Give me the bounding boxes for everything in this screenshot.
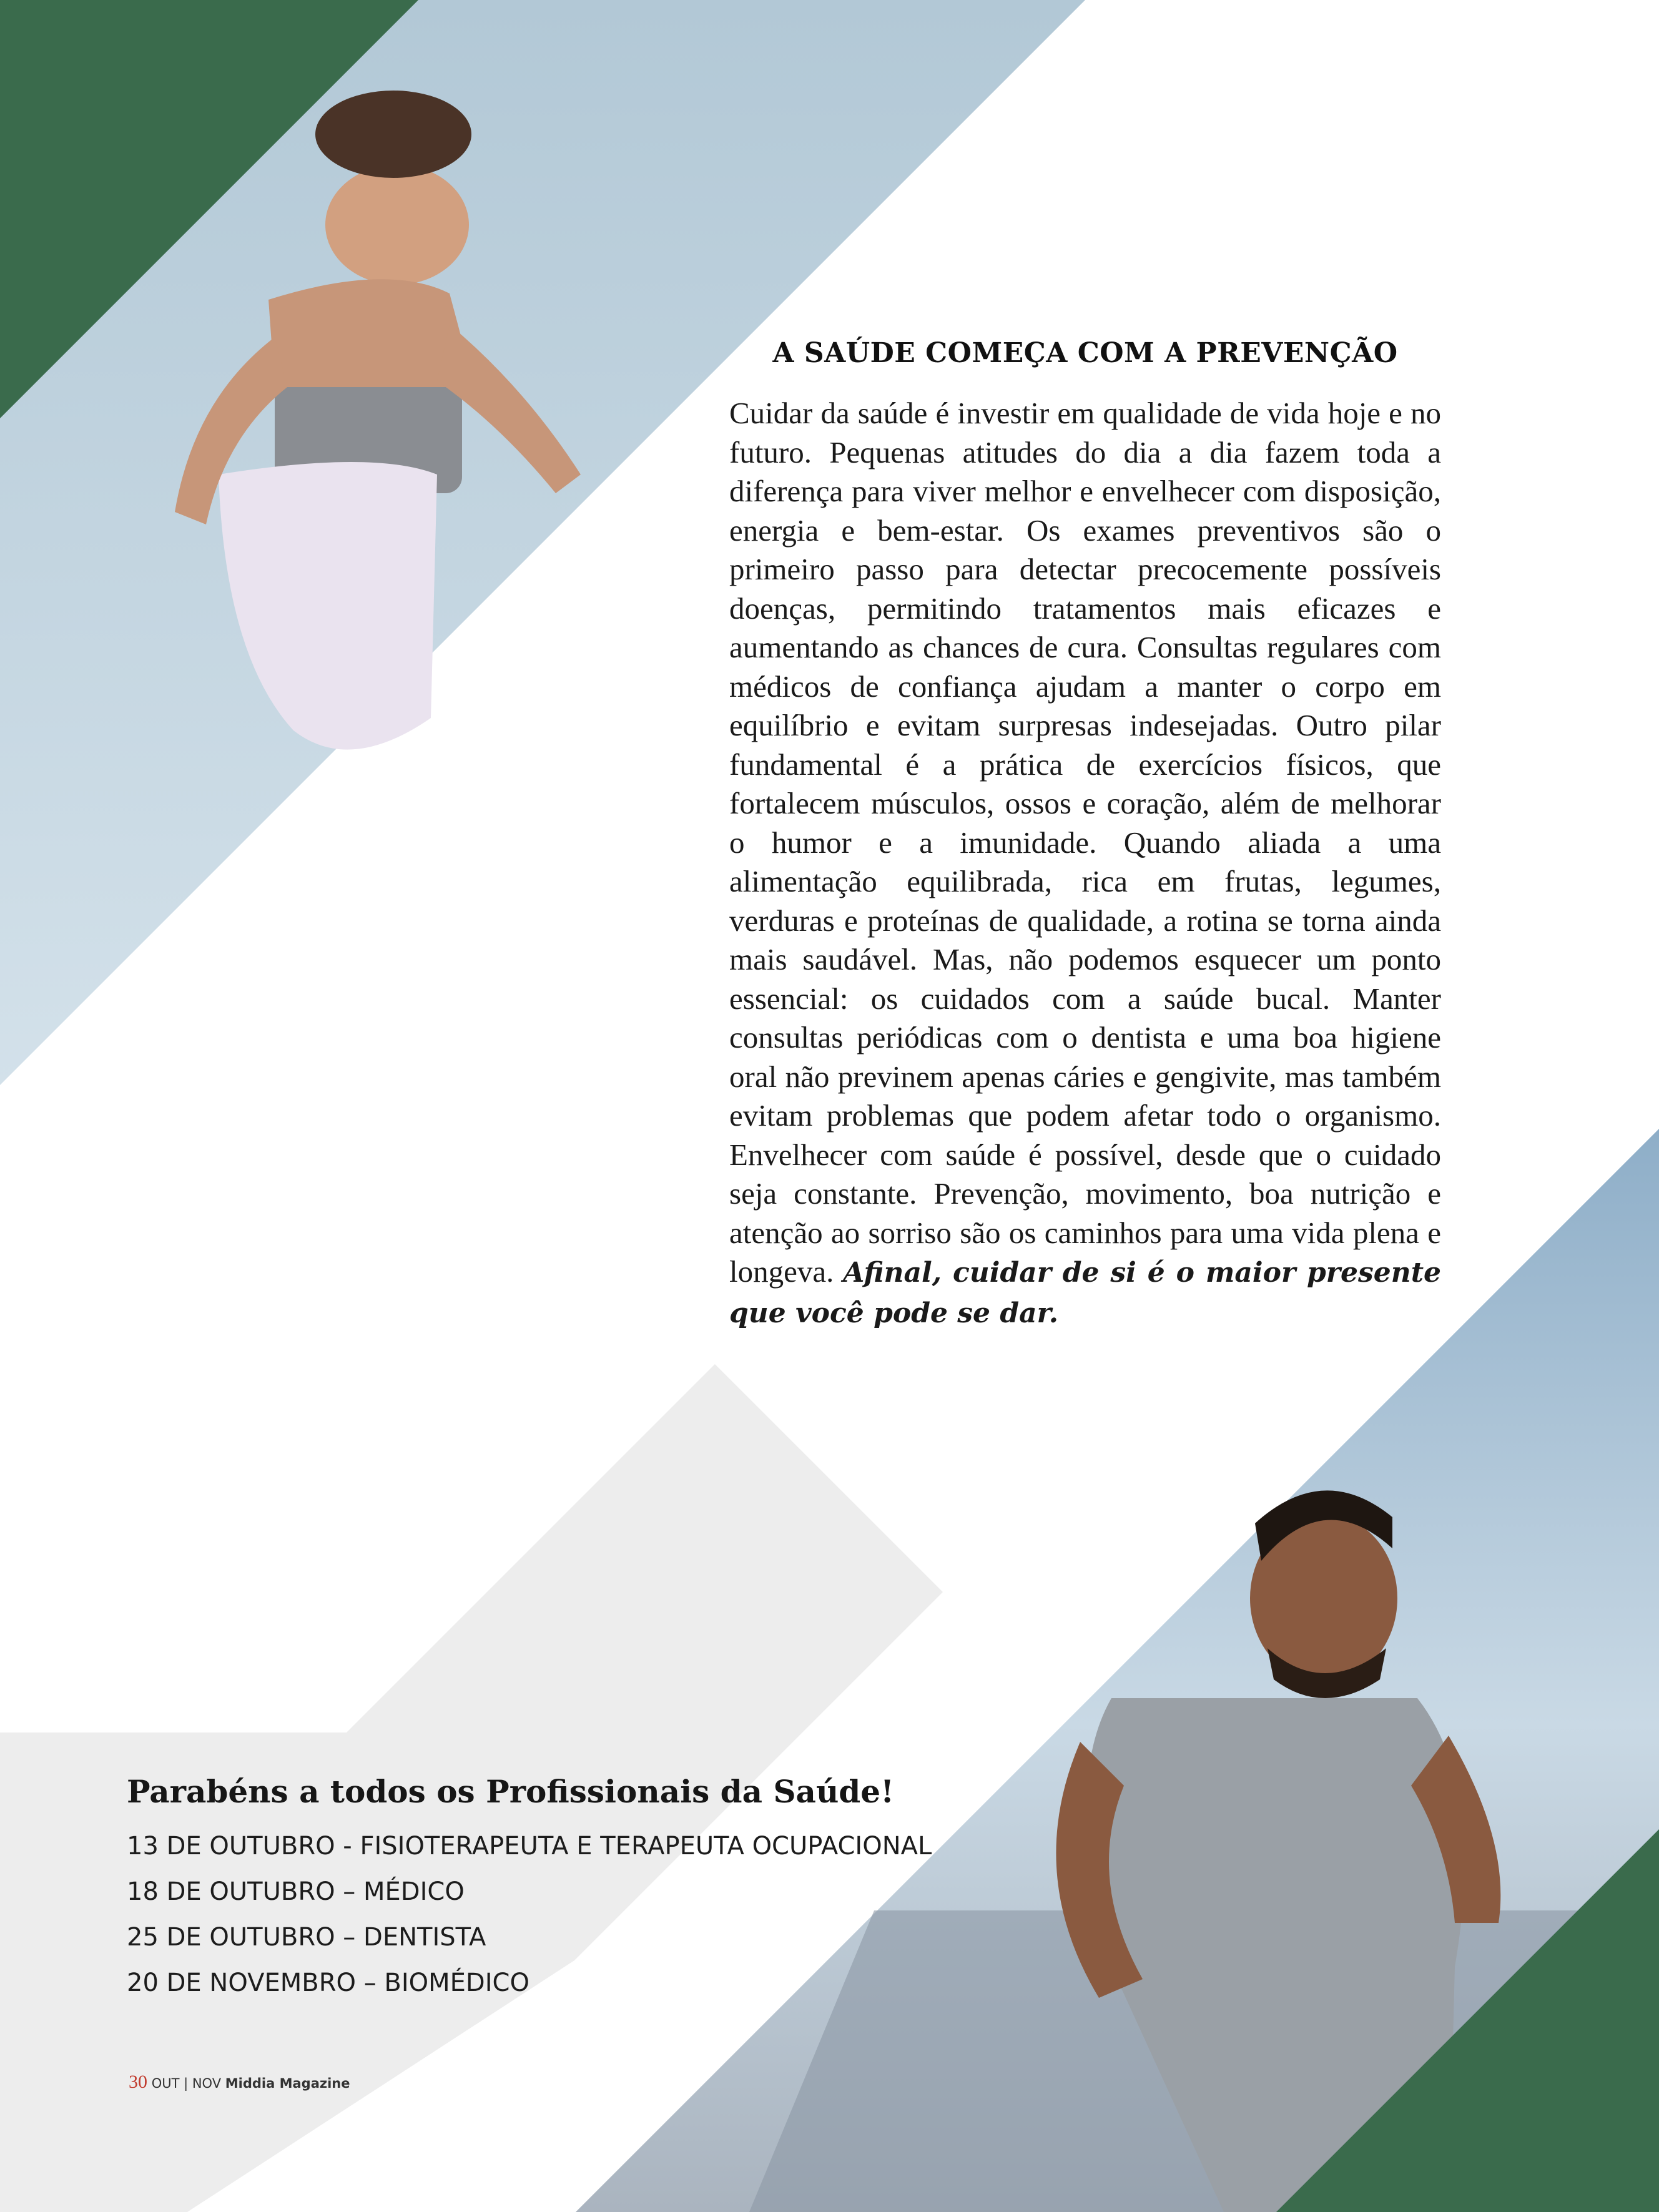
congrats-section bbox=[127, 1773, 1001, 2006]
magazine-name: Middia Magazine bbox=[225, 2076, 350, 2091]
article-body bbox=[729, 394, 1441, 1333]
date-item-biomedico: 20 DE NOVEMBRO – BIOMÉDICO bbox=[127, 1969, 529, 1997]
date-item-dentista: 25 DE OUTUBRO – DENTISTA bbox=[127, 1923, 486, 1952]
article-text: Cuidar da saúde é investir em qualidade de vida hoje e no futuro. Pequenas atitudes do dia a dia fazem toda a diferença para viver melhor e envelhecer com disposição, energia e bem-estar. Os exames preventivos são o primeiro passo para detectar precocemente possíveis doenças, permitindo tratamentos mais eficazes e aumentando as chances de cura. Consultas regulares com médicos de confiança ajudam a manter o corpo em equilíbrio e evitam surpresas indesejadas. Outro pilar fundamental é a prática de exercícios físicos, que fortalecem músculos, ossos e coração, além de melhorar o humor e a imunidade. Quando aliada a uma alimentação equilibrada, rica em frutas, legumes, verduras e proteínas de qualidade, a rotina se torna ainda mais saudável. Mas, não podemos esquecer um ponto essencial: os cuidados com a saúde bucal. Manter consultas periódicas com o dentista e uma boa higiene oral não previnem apenas cáries e gengivite, mas também evitam problemas que podem afetar todo o organismo. Envelhecer com saúde é possível, desde que o cuidado seja constante. Prevenção, movimento, boa nutrição e atenção ao sorriso são os caminhos para uma vida plena e longeva. bbox=[729, 396, 1441, 1289]
article-title: A SAÚDE COMEÇA COM A PREVENÇÃO bbox=[772, 337, 1398, 369]
issue-label: OUT | NOV bbox=[151, 2076, 222, 2091]
page-footer bbox=[129, 2072, 350, 2093]
article-closing: Afinal, cuidar de si é o maior presente que você pode se dar. bbox=[729, 1257, 1442, 1329]
dates-list bbox=[127, 1824, 1001, 2006]
page-number: 30 bbox=[129, 2072, 147, 2092]
congrats-title: Parabéns a todos os Profissionais da Saúde! bbox=[127, 1773, 895, 1810]
date-item-fisioterapeuta: 13 DE OUTUBRO - FISIOTERAPEUTA E TERAPEUTA OCUPACIONAL bbox=[127, 1832, 932, 1861]
date-item-medico: 18 DE OUTUBRO – MÉDICO bbox=[127, 1877, 465, 1906]
article bbox=[729, 337, 1441, 1333]
